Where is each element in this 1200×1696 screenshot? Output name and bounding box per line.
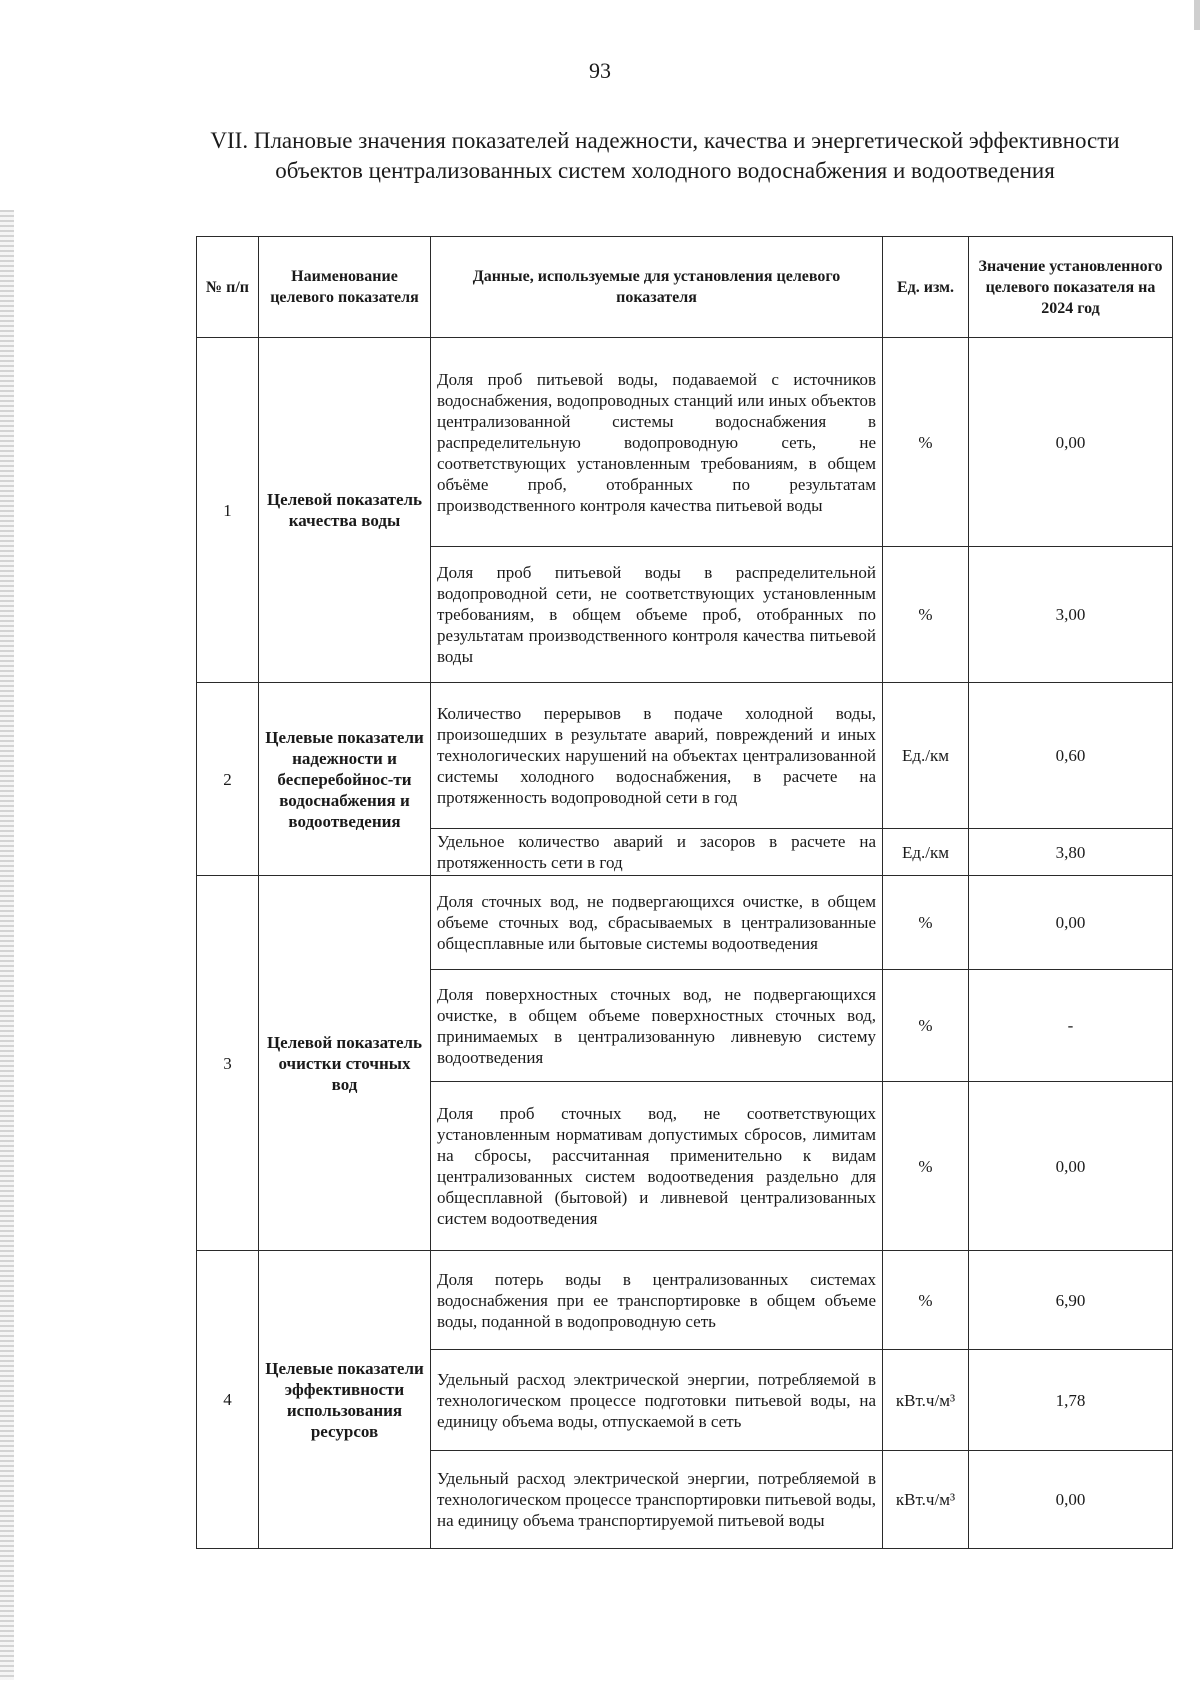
page-number: 93 bbox=[589, 58, 611, 83]
row-number: 2 bbox=[197, 683, 259, 876]
indicator-data: Доля проб питьевой воды в распределительной водопроводной сети, не соответствующих установленным требованиям, в общем объеме проб, отобранных по результатам производственного контроля качества питьевой воды bbox=[431, 547, 883, 683]
table-row bbox=[197, 338, 1173, 547]
target-value: - bbox=[969, 970, 1173, 1082]
unit-cell: % bbox=[883, 1082, 969, 1251]
header-indicator-name: Наименование целевого показателя bbox=[259, 237, 431, 338]
target-value: 0,00 bbox=[969, 876, 1173, 970]
unit-cell: % bbox=[883, 876, 969, 970]
indicator-name: Целевые показатели эффективности использования ресурсов bbox=[259, 1251, 431, 1549]
unit-cell: Ед./км bbox=[883, 829, 969, 876]
target-value: 0,00 bbox=[969, 1082, 1173, 1251]
indicator-name: Целевые показатели надежности и бесперебойнос-ти водоснабжения и водоотведения bbox=[259, 683, 431, 876]
unit-cell: % bbox=[883, 970, 969, 1082]
table-row bbox=[197, 683, 1173, 829]
target-value: 6,90 bbox=[969, 1251, 1173, 1350]
header-target-value: Значение установленного целевого показателя на 2024 год bbox=[969, 237, 1173, 338]
header-unit: Ед. изм. bbox=[883, 237, 969, 338]
header-number: № п/п bbox=[197, 237, 259, 338]
row-number: 3 bbox=[197, 876, 259, 1251]
unit-cell: кВт.ч/м³ bbox=[883, 1350, 969, 1451]
indicator-data: Удельный расход электрической энергии, потребляемой в технологическом процессе подготовки питьевой воды, на единицу объема воды, отпускаемой в сеть bbox=[431, 1350, 883, 1451]
target-value: 0,60 bbox=[969, 683, 1173, 829]
target-value: 0,00 bbox=[969, 338, 1173, 547]
unit-cell: % bbox=[883, 547, 969, 683]
indicator-data: Доля проб питьевой воды, подаваемой с источников водоснабжения, водопроводных станций или иных объектов централизованной системы водоснабжения в распределительную водопроводную сеть, не соответствующих установленным требованиям, в общем объёме проб, отобранных по результатам производственного контроля качества питьевой воды bbox=[431, 338, 883, 547]
indicator-data: Удельный расход электрической энергии, потребляемой в технологическом процессе транспортировки питьевой воды, на единицу объема транспортируемой питьевой воды bbox=[431, 1451, 883, 1549]
row-number: 1 bbox=[197, 338, 259, 683]
row-number: 4 bbox=[197, 1251, 259, 1549]
unit-cell: Ед./км bbox=[883, 683, 969, 829]
scan-edge-artifact-right bbox=[1194, 0, 1200, 30]
indicator-data: Количество перерывов в подаче холодной воды, произошедших в результате аварий, повреждений и иных технологических нарушений на объектах централизованной системы холодного водоснабжения, в расчете на протяженность водопроводной сети в год bbox=[431, 683, 883, 829]
table-header-row bbox=[197, 237, 1173, 338]
indicator-data: Доля проб сточных вод, не соответствующих установленным нормативам допустимых сбросов, лимитам на сбросы, рассчитанная применительно к видам централизованных систем водоотведения раздельно для общесплавной (бытовой) и ливневой централизованных систем водоотведения bbox=[431, 1082, 883, 1251]
table-row bbox=[197, 876, 1173, 970]
scan-edge-artifact bbox=[0, 210, 14, 1680]
indicator-data: Доля поверхностных сточных вод, не подвергающихся очистке, в общем объеме поверхностных сточных вод, принимаемых в централизованную ливневую систему водоотведения bbox=[431, 970, 883, 1082]
indicator-name: Целевой показатель качества воды bbox=[259, 338, 431, 683]
table-row bbox=[197, 1251, 1173, 1350]
indicator-data: Доля сточных вод, не подвергающихся очистке, в общем объеме сточных вод, сбрасываемых в централизованные общесплавные или бытовые системы водоотведения bbox=[431, 876, 883, 970]
target-value: 0,00 bbox=[969, 1451, 1173, 1549]
section-title: VII. Плановые значения показателей надежности, качества и энергетической эффективности объектов централизованных систем холодного водоснабжения и водоотведения bbox=[210, 128, 1120, 183]
indicator-data: Удельное количество аварий и засоров в расчете на протяженность сети в год bbox=[431, 829, 883, 876]
target-indicators-table bbox=[196, 236, 1173, 1549]
header-data: Данные, используемые для установления целевого показателя bbox=[431, 237, 883, 338]
indicator-data: Доля потерь воды в централизованных системах водоснабжения при ее транспортировке в общем объеме воды, поданной в водопроводную сеть bbox=[431, 1251, 883, 1350]
indicator-name: Целевой показатель очистки сточных вод bbox=[259, 876, 431, 1251]
unit-cell: кВт.ч/м³ bbox=[883, 1451, 969, 1549]
target-value: 3,00 bbox=[969, 547, 1173, 683]
target-value: 3,80 bbox=[969, 829, 1173, 876]
target-value: 1,78 bbox=[969, 1350, 1173, 1451]
unit-cell: % bbox=[883, 1251, 969, 1350]
unit-cell: % bbox=[883, 338, 969, 547]
